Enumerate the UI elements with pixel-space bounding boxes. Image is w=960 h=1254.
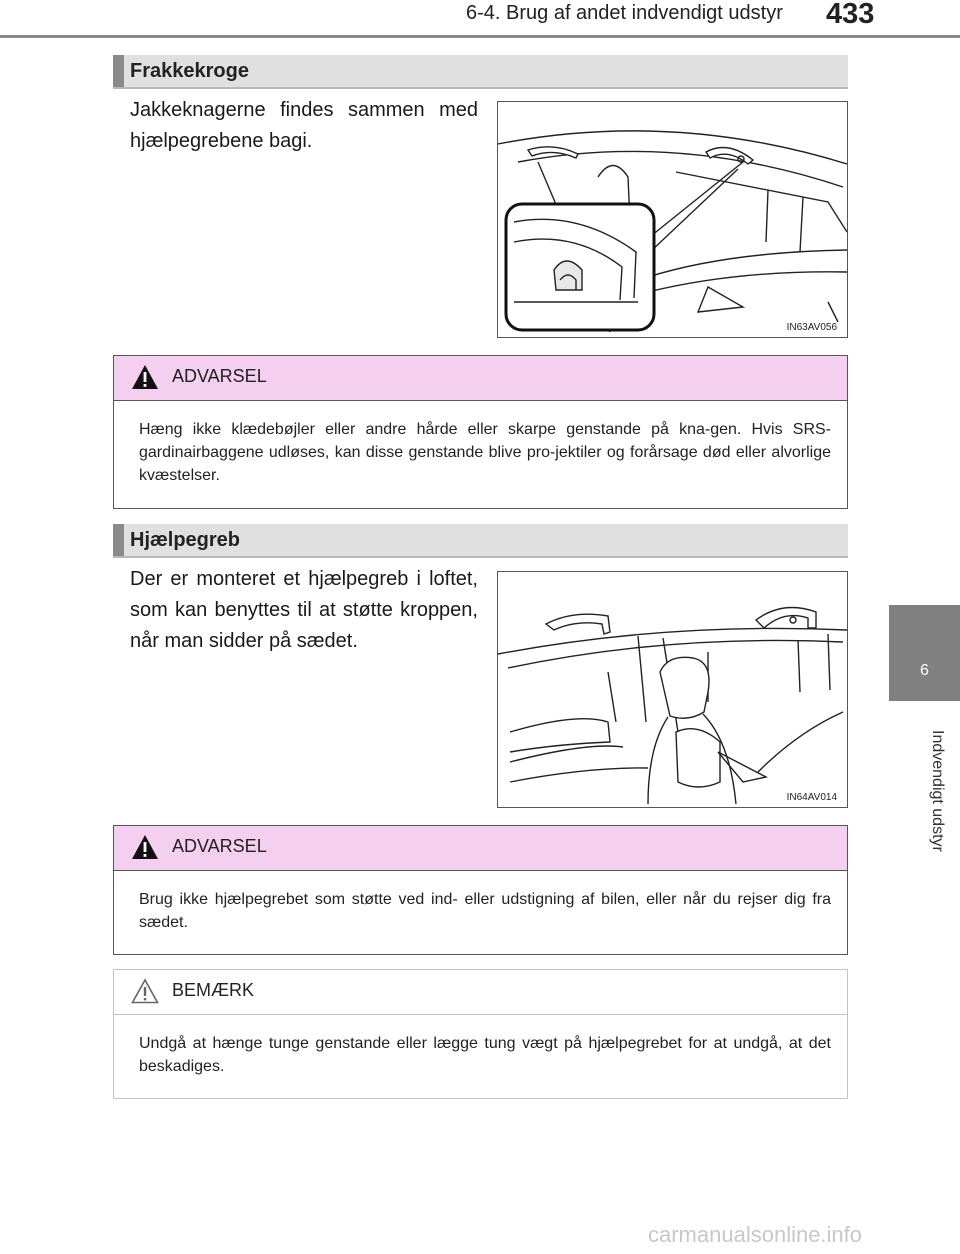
figure-assist-grip bbox=[497, 571, 848, 808]
note-title: BEMÆRK bbox=[172, 980, 255, 1000]
warning-header bbox=[114, 826, 847, 871]
running-header-title: 6-4. Brug af andet indvendigt udstyr bbox=[466, 2, 783, 24]
warning-title: ADVARSEL bbox=[172, 366, 267, 386]
figure-code: IN63AV056 bbox=[786, 322, 837, 333]
warning-text: Hæng ikke klædebøjler eller andre hårde eller skarpe genstande på kna-gen. Hvis SRS-gardinairbaggene udløses, kan disse genstande blive pro-jektiler og forårsage død eller alvorlige kvæstelser. bbox=[139, 421, 831, 484]
section-heading-bar bbox=[113, 524, 124, 556]
caution-triangle-outline-icon bbox=[131, 978, 159, 1004]
warning-header bbox=[114, 356, 847, 401]
header-rule bbox=[0, 35, 960, 38]
section-heading-coat-hooks bbox=[113, 55, 848, 89]
note-text: Undgå at hænge tunge genstande eller lægge tung vægt på hjælpegrebet for at undgå, at det beskadiges. bbox=[139, 1035, 831, 1075]
section-body-coat-hooks: Jakkeknagerne findes sammen med hjælpegrebene bagi. bbox=[130, 99, 478, 152]
chapter-number: 6 bbox=[920, 662, 929, 679]
warning-box-coat-hooks bbox=[113, 355, 848, 509]
section-heading-text: Frakkekroge bbox=[130, 60, 249, 82]
page-number: 433 bbox=[826, 0, 875, 30]
coat-hook-illustration bbox=[498, 102, 847, 337]
assist-grip-illustration bbox=[498, 572, 847, 807]
warning-text: Brug ikke hjælpegrebet som støtte ved ind- eller udstigning af bilen, eller når du rejser dig fra sædet. bbox=[139, 891, 831, 931]
note-box bbox=[113, 969, 848, 1099]
note-header bbox=[114, 970, 847, 1015]
figure-coat-hooks bbox=[497, 101, 848, 338]
warning-triangle-icon bbox=[131, 834, 159, 860]
figure-code: IN64AV014 bbox=[786, 792, 837, 803]
chapter-label-vertical bbox=[924, 730, 946, 905]
section-heading-assist-grip bbox=[113, 524, 848, 558]
warning-triangle-icon bbox=[131, 364, 159, 390]
section-heading-bar bbox=[113, 55, 124, 87]
chapter-label: Indvendigt udstyr bbox=[929, 730, 946, 852]
warning-title: ADVARSEL bbox=[172, 836, 267, 856]
warning-box-assist-grip bbox=[113, 825, 848, 955]
section-heading-text: Hjælpegreb bbox=[130, 529, 241, 551]
section-body-assist-grip: Der er monteret et hjælpegreb i loftet, som kan benyttes til at støtte kroppen, når man sidder på sædet. bbox=[130, 568, 478, 652]
chapter-tab bbox=[889, 605, 960, 701]
watermark: carmanualsonline.info bbox=[648, 1222, 863, 1247]
